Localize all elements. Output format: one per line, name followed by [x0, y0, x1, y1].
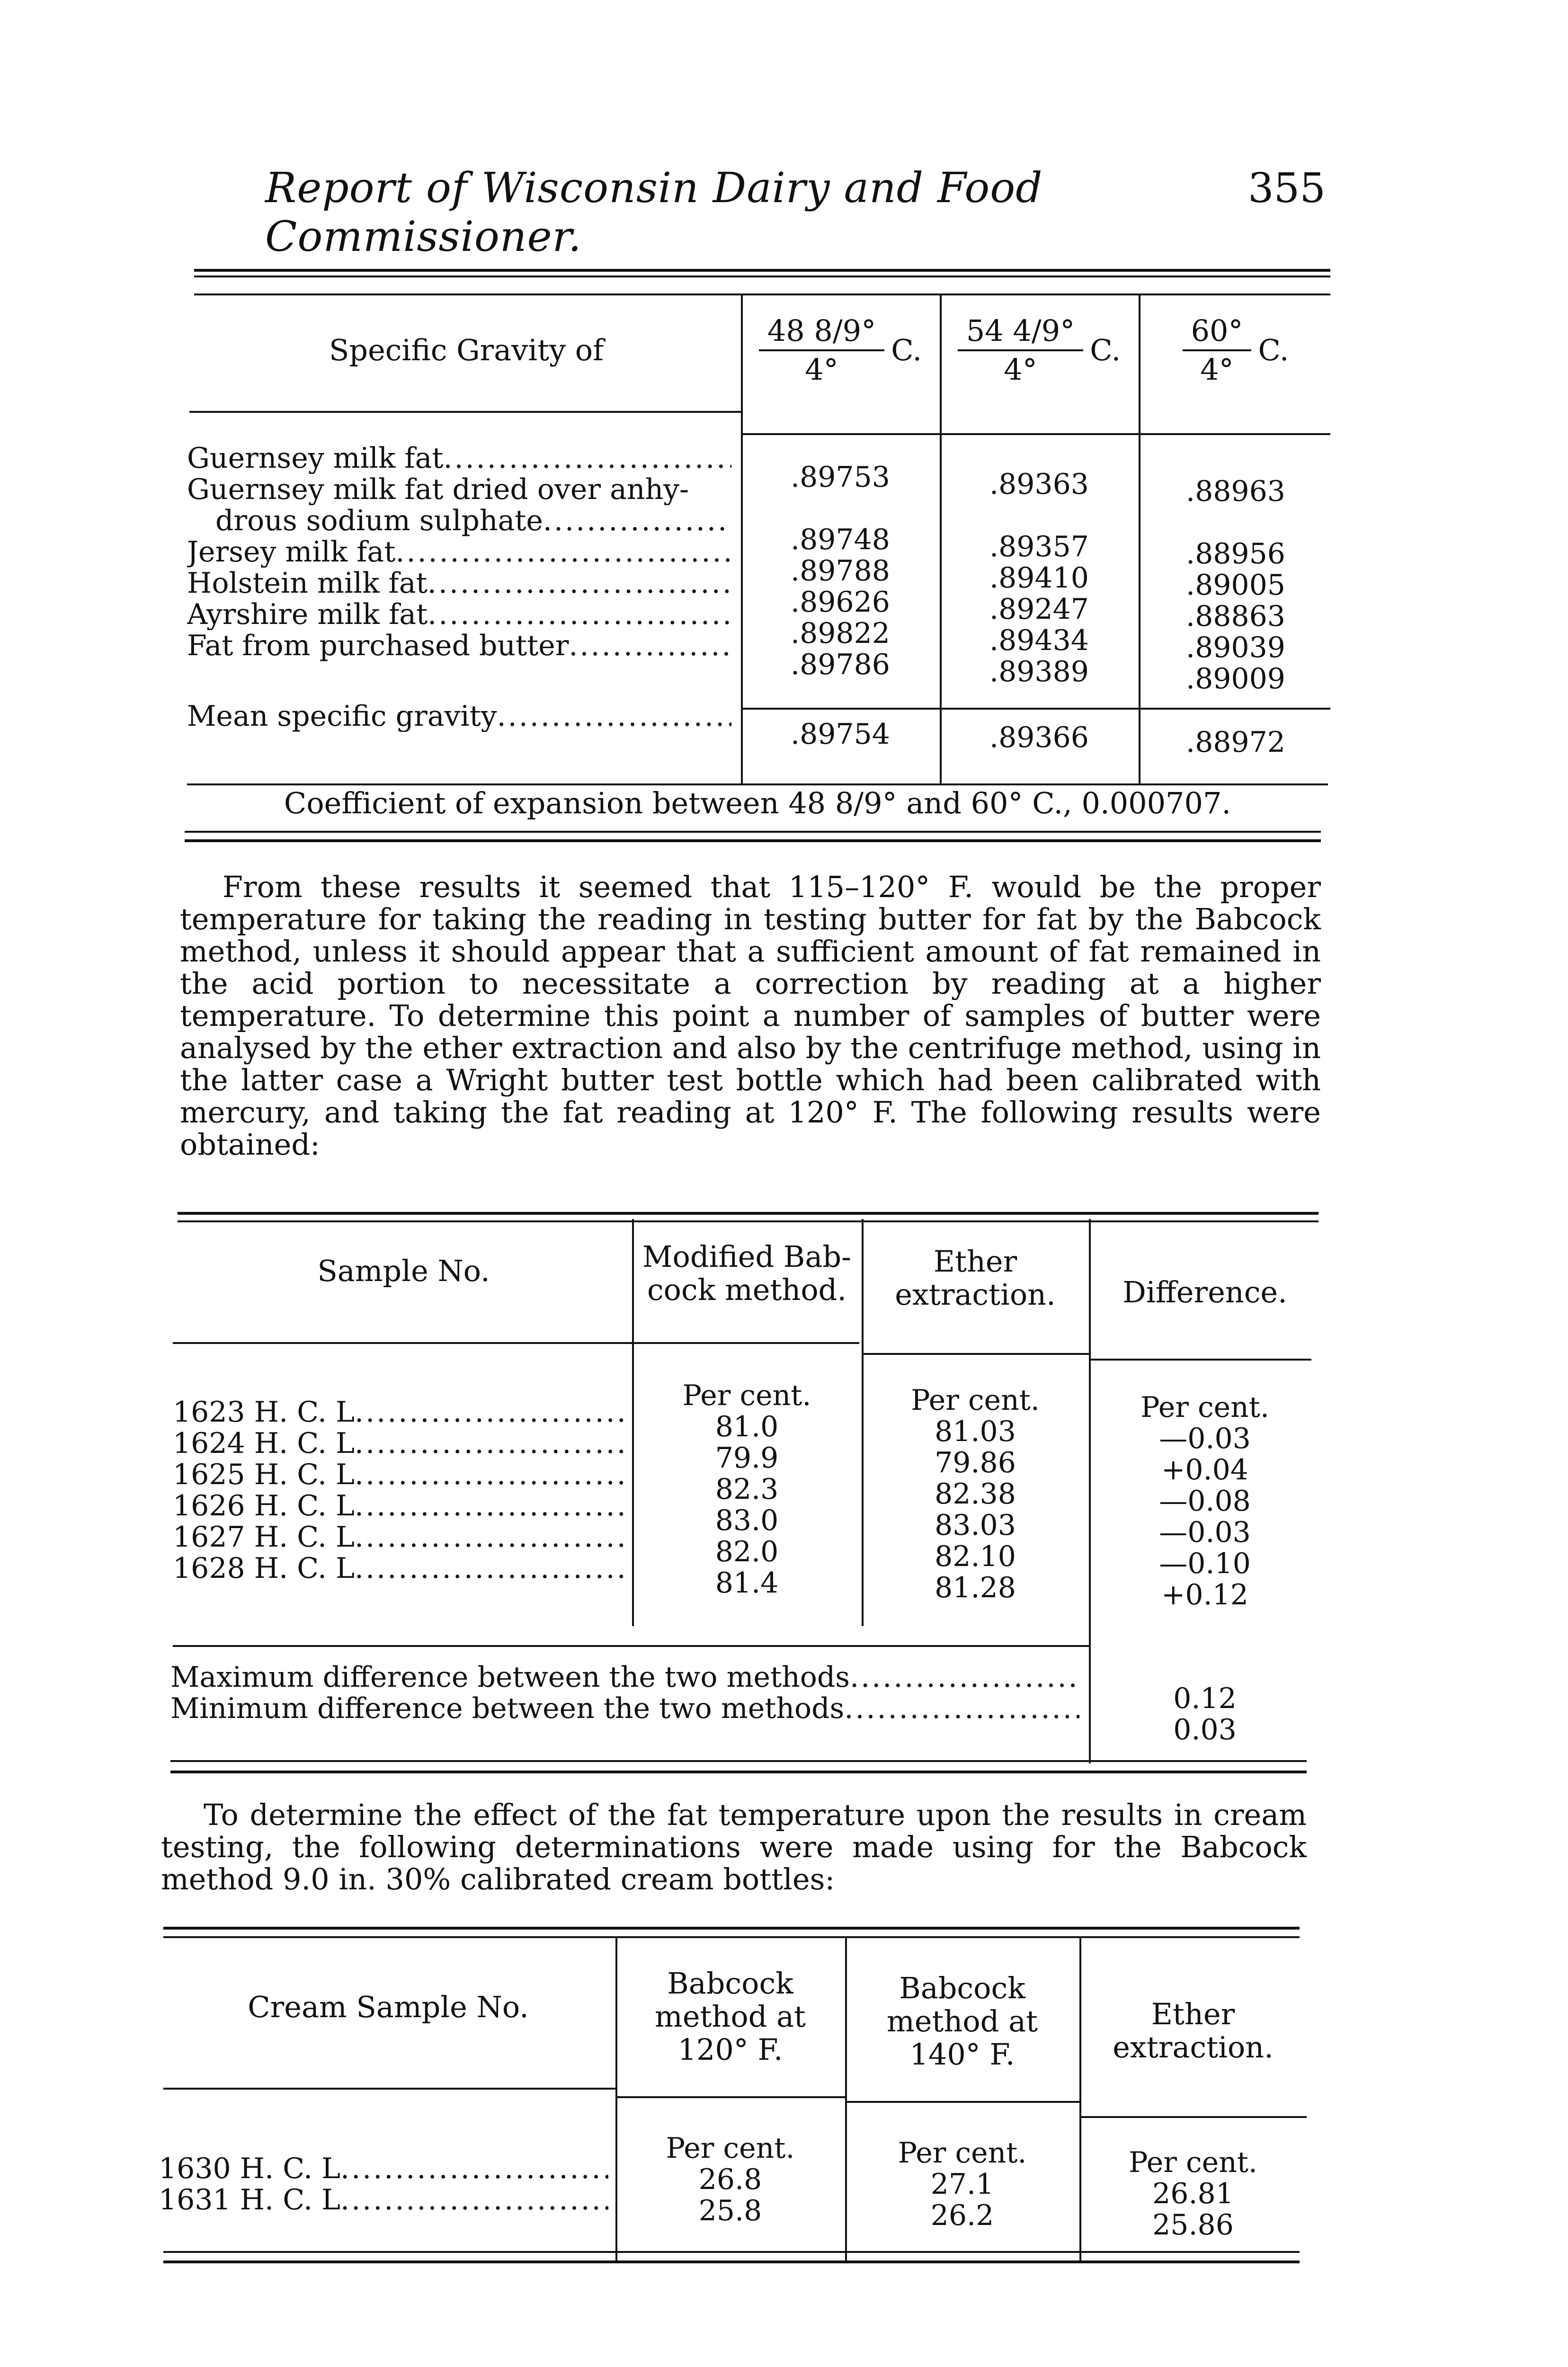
sample-label: 1623 H. C. L [173, 1397, 355, 1428]
table2-header-rule-c [1089, 1359, 1311, 1361]
table1-top-rule-2 [194, 276, 1330, 277]
row-label: Holstein milk fat [187, 568, 428, 599]
table2-vrule-3 [1089, 1219, 1091, 1763]
table-row [159, 2153, 608, 2184]
table1-col3-values [1141, 476, 1330, 694]
table1-mean-label [187, 701, 731, 732]
summary-value: 0.03 [1173, 1713, 1237, 1746]
table1-header-rule-a [189, 411, 741, 413]
row-header-text: Specific Gravity of [329, 333, 604, 367]
col3-num: 60° [1183, 314, 1252, 351]
cell-value: 83.0 [715, 1504, 779, 1537]
table-row [187, 599, 731, 630]
table3-header-sample [163, 1969, 613, 2045]
table2-top-rule [178, 1212, 1319, 1215]
cell-value: .89626 [791, 586, 890, 619]
table3-b140-values [847, 2137, 1077, 2231]
table3-header-ether [1082, 1984, 1304, 2078]
table2-sample-labels [173, 1397, 625, 1584]
col2-den: 4° [1004, 352, 1037, 387]
col1-unit: C. [891, 333, 922, 367]
table1-vrule-3 [1139, 294, 1140, 783]
cell-value: .89822 [791, 617, 890, 650]
paragraph-text: From these results it seemed that 115–120° F. would be the proper temperature for taking the reading in testing butter for fat by the Babcock method, unless it should appear that a sufficient amount of fat remained in the acid portion to necessitate a correction by reading at a higher temperature. To determine this point a number of samples of butter were analysed by the ether extraction and also by the centrifuge method, using in the latter case a Wright butter test bottle which had been calibrated with mercury, and taking the fat reading at 120° F. The following results were obtained: [180, 870, 1321, 1162]
header-text: Difference. [1123, 1275, 1287, 1309]
table2-vrule-1 [632, 1219, 634, 1626]
table-row [173, 1553, 625, 1584]
table-row [173, 1428, 625, 1459]
table2-header-rule-a [173, 1342, 859, 1344]
table1-top-rule [194, 269, 1330, 272]
sample-label: 1625 H. C. L [173, 1459, 355, 1490]
paragraph-cream-testing [161, 1799, 1307, 1895]
table1-col-header-2 [942, 308, 1136, 393]
row-label-cont: drous sodium sulphate [215, 505, 543, 536]
table3-top-rule [163, 1927, 1300, 1930]
table2-summary-labels [170, 1662, 1079, 1724]
table1-bottom-rule-2 [185, 839, 1321, 842]
table2-summary-values [1091, 1683, 1319, 1745]
unit-label: Per cent. [1129, 2146, 1257, 2179]
cell-value: 82.0 [715, 1535, 779, 1568]
table1-mean-rule [741, 708, 1330, 710]
table1-col2-values [942, 469, 1136, 687]
cell-value: .89748 [791, 523, 890, 556]
table-row [170, 1662, 1079, 1693]
table3-header-rule-b [615, 2096, 845, 2098]
header-text: extraction. [895, 1277, 1056, 1312]
table3-sample-labels [159, 2153, 608, 2216]
row-label: Guernsey milk fat dried over anhy- [187, 474, 689, 505]
table2-bottom-rule-2 [170, 1771, 1307, 1773]
running-head [265, 163, 1326, 261]
table-row [187, 443, 731, 474]
table2-vrule-2 [862, 1219, 864, 1626]
cell-value: 82.38 [935, 1477, 1016, 1511]
header-text: Sample No. [317, 1254, 490, 1288]
table1-col1-values [743, 462, 937, 680]
table-row [187, 474, 731, 505]
table2-bottom-rule [170, 1760, 1307, 1762]
table2-header-babcock [634, 1236, 859, 1311]
report-title: Report of Wisconsin Dairy and Food Commissioner. [265, 163, 1043, 261]
table1-bottom-rule [185, 831, 1321, 833]
table2-summary-rule [173, 1645, 1089, 1647]
table1-col-header-1 [743, 308, 937, 393]
table1-col-header-3 [1141, 308, 1330, 393]
table-row [173, 1490, 625, 1522]
table1-header-rule-b [741, 433, 1330, 435]
table-row [173, 1522, 625, 1553]
table-row [170, 1693, 1079, 1724]
table3-bottom-rule-2 [163, 2260, 1300, 2263]
table3-top-rule-2 [163, 1936, 1300, 1938]
header-text: cock method. [647, 1272, 847, 1307]
paragraph-text: To determine the effect of the fat temperature upon the results in cream testing, the following determinations were made using for the Babcock method 9.0 in. 30% calibrated cream bottles: [161, 1797, 1307, 1896]
table-row [187, 701, 731, 732]
table3-b120-values [618, 2133, 843, 2226]
row-label: Ayrshire milk fat [187, 599, 428, 630]
expansion-coefficient-note: Coefficient of expansion between 48 8/9° and 60° C., 0.000707. [284, 786, 1231, 820]
cell-value: 81.28 [935, 1571, 1016, 1604]
table2-top-rule-2 [178, 1220, 1319, 1222]
cell-value: .89753 [791, 461, 890, 494]
table2-header-ether [864, 1240, 1087, 1316]
table-row [159, 2184, 608, 2216]
sample-label: 1630 H. C. L [159, 2153, 340, 2184]
cell-value: —0.10 [1159, 1547, 1251, 1580]
col3-den: 4° [1200, 352, 1234, 387]
table-row [173, 1397, 625, 1428]
table1-labels [187, 443, 731, 661]
cell-value: .89005 [1186, 569, 1285, 602]
sample-label: 1626 H. C. L [173, 1490, 355, 1522]
table2-header-difference [1091, 1255, 1319, 1330]
col1-den: 4° [805, 352, 838, 387]
table-row [187, 630, 731, 661]
table1-mean-1 [743, 719, 937, 750]
col1-num: 48 8/9° [759, 314, 884, 351]
header-text: 120° F. [677, 2032, 783, 2067]
unit-label: Per cent. [666, 2132, 795, 2165]
table3-header-rule-d [1079, 2116, 1307, 2118]
table3-header-rule-c [845, 2101, 1079, 2103]
header-text: method at [887, 2004, 1038, 2038]
cell-value: .88863 [1186, 600, 1285, 633]
cell-value: .89434 [989, 624, 1089, 657]
cell-value: .89410 [989, 561, 1089, 595]
col2-unit: C. [1090, 333, 1121, 367]
cell-value: —0.03 [1159, 1422, 1251, 1455]
row-label: Guernsey milk fat [187, 443, 444, 474]
sample-label: 1631 H. C. L [159, 2184, 340, 2216]
table2-header-sample [178, 1240, 630, 1302]
paragraph-butter-method [180, 871, 1321, 1161]
cell-value: .89788 [791, 554, 890, 587]
cell-value: .89363 [989, 468, 1089, 501]
cell-value: 26.81 [1152, 2177, 1234, 2210]
table2-difference-values [1091, 1392, 1319, 1611]
col3-unit: C. [1258, 333, 1289, 367]
header-text: Modified Bab- [642, 1239, 851, 1274]
cell-value: 81.03 [935, 1415, 1016, 1448]
cell-value: 25.8 [698, 2194, 762, 2227]
table3-bottom-rule [163, 2251, 1300, 2253]
cell-value: .88956 [1186, 537, 1285, 570]
mean-value: .89754 [791, 718, 890, 751]
summary-label: Maximum difference between the two methods [170, 1662, 850, 1693]
table1-vrule-2 [940, 294, 942, 783]
cell-value: +0.04 [1161, 1453, 1248, 1486]
row-label: Fat from purchased butter [187, 630, 569, 661]
cell-value: +0.12 [1161, 1578, 1248, 1611]
summary-label: Minimum difference between the two methods [170, 1693, 845, 1724]
table-row [187, 536, 731, 568]
table-row [187, 505, 731, 536]
header-text: method at [655, 1999, 806, 2034]
cell-value: 82.3 [715, 1473, 779, 1506]
table2-babcock-values [634, 1380, 859, 1599]
table3-ether-values [1082, 2147, 1304, 2241]
table1-top-rule-3 [194, 294, 1330, 295]
table3-vrule-2 [845, 1936, 847, 2263]
table1-mean-2 [942, 722, 1136, 753]
table1-vrule-1 [741, 294, 743, 783]
cell-value: .89786 [791, 648, 890, 681]
page-number: 355 [1247, 165, 1326, 212]
col2-num: 54 4/9° [958, 314, 1083, 351]
header-text: Babcock [899, 1971, 1025, 2005]
cell-value: .89009 [1186, 662, 1285, 695]
cell-value: —0.08 [1159, 1485, 1251, 1518]
table1-row-header [194, 308, 739, 393]
cell-value: 83.03 [935, 1509, 1016, 1542]
table3-header-babcock-120 [618, 1960, 843, 2073]
summary-value: 0.12 [1173, 1682, 1237, 1715]
cell-value: .88963 [1186, 475, 1285, 508]
cell-value: .89357 [989, 530, 1089, 563]
table-row [187, 568, 731, 599]
header-text: Ether [1151, 1997, 1235, 2031]
header-text: 140° F. [909, 2037, 1015, 2072]
header-text: Cream Sample No. [248, 1990, 529, 2024]
cell-value: 79.9 [715, 1442, 779, 1475]
mean-value: .88972 [1186, 726, 1285, 759]
header-text: Ether [933, 1244, 1017, 1279]
cell-value: —0.03 [1159, 1516, 1251, 1549]
table3-vrule-3 [1079, 1936, 1081, 2263]
cell-value: 26.2 [930, 2199, 994, 2232]
unit-label: Per cent. [911, 1384, 1040, 1417]
sample-label: 1628 H. C. L [173, 1553, 355, 1584]
table3-header-rule-a [163, 2088, 615, 2090]
table3-vrule-1 [615, 1936, 617, 2263]
cell-value: .89039 [1186, 631, 1285, 664]
unit-label: Per cent. [1140, 1391, 1269, 1424]
cell-value: 79.86 [935, 1446, 1016, 1479]
mean-label: Mean specific gravity [187, 701, 497, 732]
cell-value: 27.1 [930, 2168, 994, 2201]
header-text: extraction. [1113, 2030, 1274, 2064]
cell-value: 82.10 [935, 1540, 1016, 1573]
cell-value: 25.86 [1152, 2208, 1234, 2242]
table1-note-rule [187, 783, 1328, 785]
cell-value: 81.4 [715, 1566, 779, 1600]
cell-value: 26.8 [698, 2163, 762, 2196]
cell-value: .89247 [989, 593, 1089, 626]
mean-value: .89366 [989, 721, 1089, 754]
row-label: Jersey milk fat [187, 536, 396, 568]
cell-value: 81.0 [715, 1410, 779, 1443]
header-text: Babcock [667, 1966, 793, 2001]
cell-value: .89389 [989, 655, 1089, 688]
table3-header-babcock-140 [847, 1965, 1077, 2078]
table2-ether-values [864, 1385, 1087, 1603]
table2-header-rule-b [862, 1353, 1089, 1355]
table-row [173, 1459, 625, 1490]
sample-label: 1624 H. C. L [173, 1428, 355, 1459]
unit-label: Per cent. [682, 1379, 811, 1412]
table1-mean-3 [1141, 727, 1330, 758]
sample-label: 1627 H. C. L [173, 1522, 355, 1553]
unit-label: Per cent. [898, 2136, 1027, 2170]
